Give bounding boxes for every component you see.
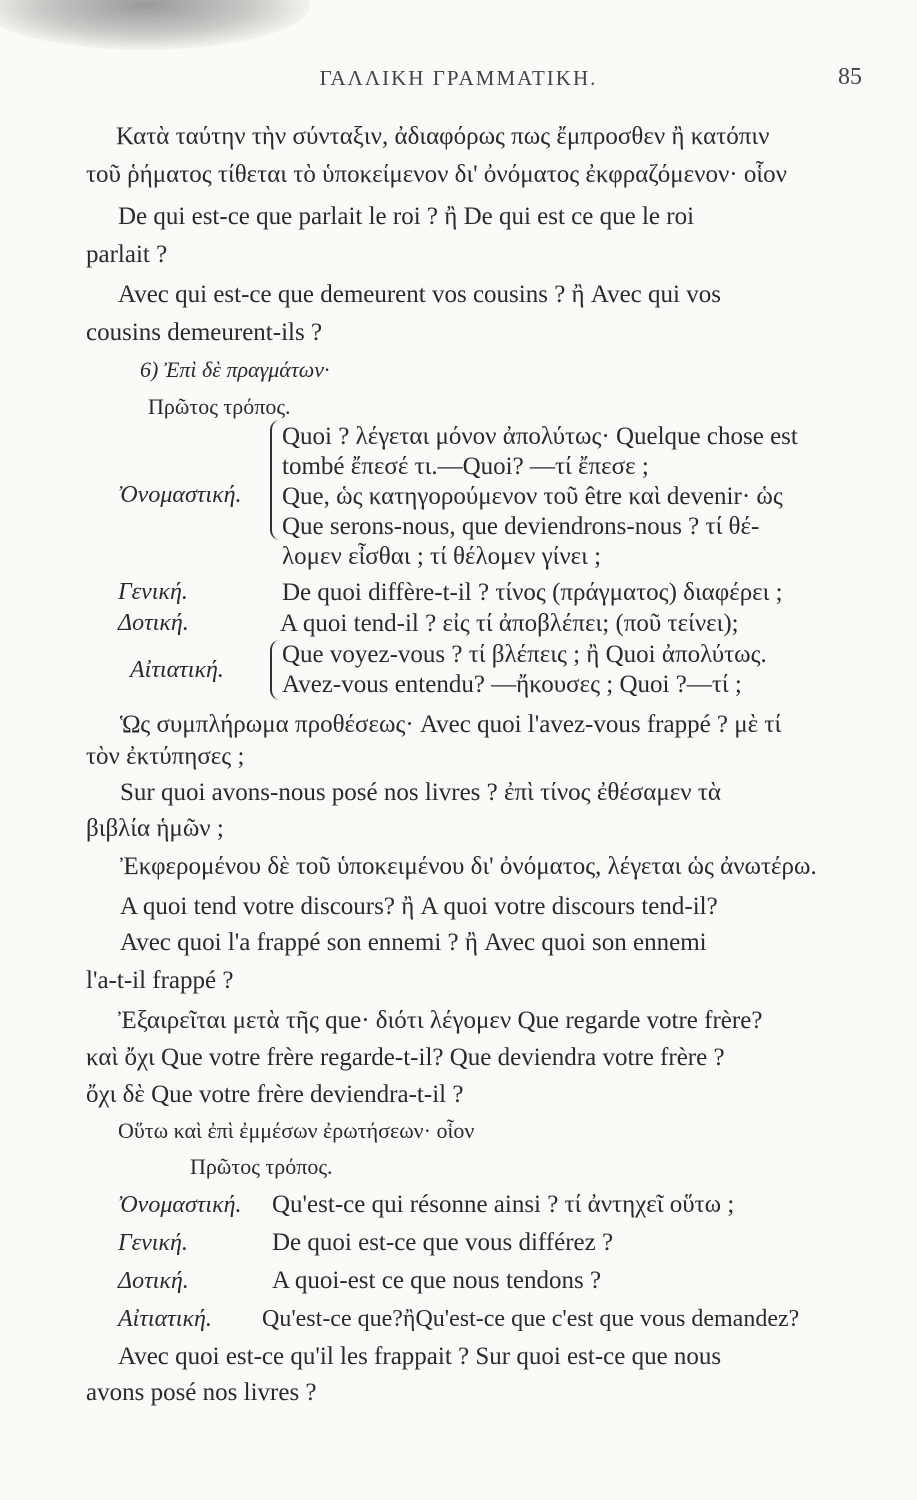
text-line: Que voyez-vous ? τί βλέπεις ; ἢ Quoi ἀπολύτως. (282, 641, 767, 668)
text-line: tombé ἔπεσέ τι.—Quoi? —τί ἔπεσε ; (282, 453, 649, 480)
text-line: Avez-vous entendu? —ἤκουσες ; Quoi ?—τί ; (282, 671, 742, 698)
text-line: A quoi-est ce que nous tendons ? (272, 1267, 602, 1294)
scan-shadow (0, 0, 310, 50)
case-label: Δοτική. (118, 1268, 189, 1294)
subsection-heading: Πρῶτος τρόπος. (190, 1154, 333, 1179)
text-line: τὸν ἐκτύπησες ; (86, 743, 245, 770)
brace (270, 420, 280, 540)
text-line: De quoi diffère-t-il ? τίνος (πράγματος) διαφέρει ; (282, 579, 783, 606)
case-label: Αἰτιατική. (118, 1306, 212, 1332)
text-line: Ἐξαιρεῖται μετὰ τῆς que· διότι λέγομεν Que regarde votre frère? (118, 1007, 763, 1034)
text-line: ὄχι δὲ Que votre frère deviendra-t-il ? (86, 1081, 464, 1108)
text-line: Qu'est-ce que?ἢQu'est-ce que c'est que vous demandez? (262, 1306, 800, 1332)
section-heading: 6) Ἐπὶ δὲ πραγμάτων· (140, 357, 330, 382)
text-line: Que serons-nous, que deviendrons-nous ? τί θέ- (282, 513, 760, 540)
text-line: βιβλία ἡμῶν ; (86, 815, 224, 842)
case-label: Γενική. (118, 1230, 188, 1256)
text-line: cousins demeurent-ils ? (86, 319, 323, 346)
running-header: ΓΑΛΛΙΚΗ ΓΡΑΜΜΑΤΙΚΗ. (319, 66, 598, 90)
text-line: Avec quoi est-ce qu'il les frappait ? Sur quoi est-ce que nous (118, 1343, 722, 1370)
case-label: Ὀνομαστική. (118, 482, 242, 508)
text-line: A quoi tend-il ? εἰς τί ἀποβλέπει; (ποῦ τείνει); (280, 610, 739, 637)
case-label: Γενική. (118, 579, 188, 605)
text-line: Ὡς συμπλήρωμα προθέσεως· Avec quoi l'avez-vous frappé ? μὲ τί (120, 711, 782, 738)
case-label: Ὀνομαστική. (118, 1192, 242, 1218)
text-line: Sur quoi avons-nous posé nos livres ? ἐπὶ τίνος ἐθέσαμεν τὰ (120, 779, 721, 806)
text-line: Quoi ? λέγεται μόνον ἀπολύτως· Quelque chose est (282, 423, 798, 450)
brace (270, 640, 280, 700)
text-line: A quoi tend votre discours? ἢ A quoi votre discours tend-il? (120, 893, 718, 920)
text-line: Que, ὡς κατηγορούμενον τοῦ être καὶ devenir· ὡς (282, 483, 783, 510)
page-number: 85 (838, 64, 862, 90)
text-line: Qu'est-ce qui résonne ainsi ? τί ἀντηχεῖ οὕτω ; (272, 1191, 735, 1218)
text-line: parlait ? (86, 241, 168, 268)
text-line: Avec qui est-ce que demeurent vos cousins ? ἢ Avec qui vos (118, 281, 721, 308)
text-line: Ἐκφερομένου δὲ τοῦ ὑποκειμένου δι' ὀνόματος, λέγεται ὡς ἀνωτέρω. (120, 853, 817, 880)
text-line: avons posé nos livres ? (86, 1379, 317, 1406)
text-line: De qui est-ce que parlait le roi ? ἢ De qui est ce que le roi (118, 203, 695, 230)
text-line: καὶ ὄχι Que votre frère regarde-t-il? Que deviendra votre frère ? (86, 1044, 725, 1071)
case-label: Αἰτιατική. (130, 657, 224, 683)
text-line: Κατὰ ταύτην τὴν σύνταξιν, ἀδιαφόρως πως ἔμπροσθεν ἢ κατόπιν (116, 123, 770, 150)
subsection-heading: Πρῶτος τρόπος. (148, 394, 291, 419)
case-label: Δοτική. (118, 610, 189, 636)
text-line: l'a-t-il frappé ? (86, 967, 234, 994)
text-line: λομεν εἶσθαι ; τί θέλομεν γίνει ; (282, 543, 602, 570)
text-line: Avec quoi l'a frappé son ennemi ? ἢ Avec quoi son ennemi (120, 929, 707, 956)
text-line: τοῦ ῥήματος τίθεται τὸ ὑποκείμενον δι' ὀνόματος ἐκφραζόμενον· οἷον (86, 161, 787, 188)
text-line: De quoi est-ce que vous différez ? (272, 1229, 614, 1256)
text-line: Οὕτω καὶ ἐπὶ ἐμμέσων ἐρωτήσεων· οἷον (118, 1118, 475, 1143)
